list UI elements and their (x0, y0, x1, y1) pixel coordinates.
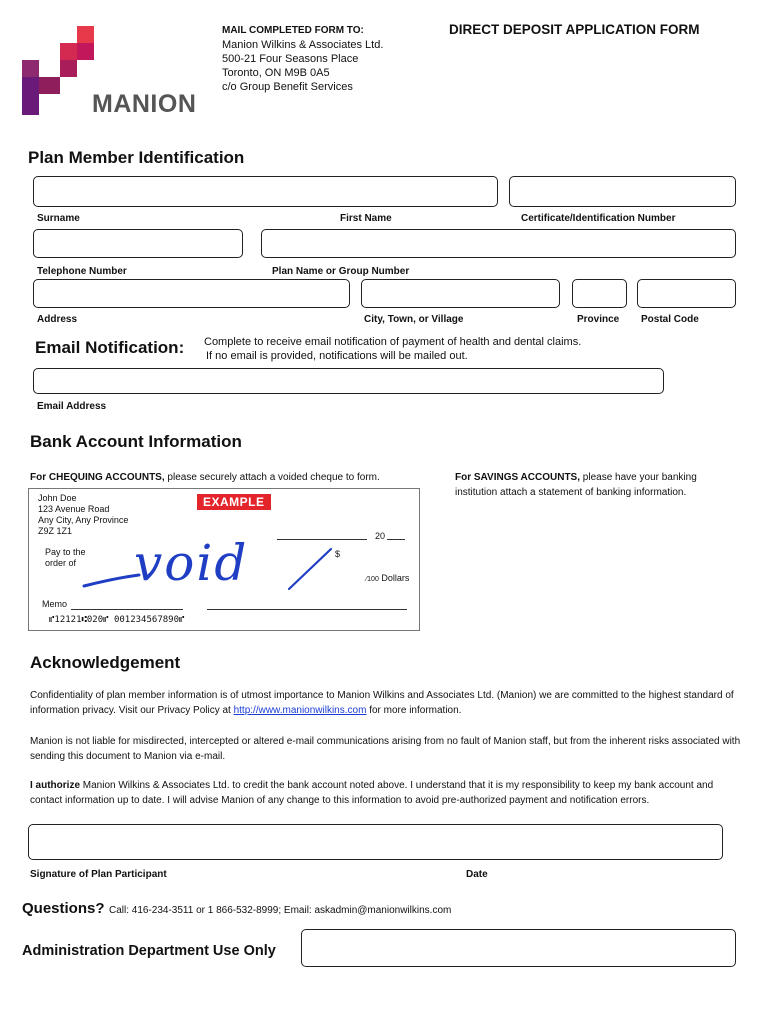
province-field[interactable] (572, 279, 627, 308)
surname-label: Surname (37, 213, 80, 224)
logo-square-2 (60, 43, 77, 60)
dollars-word: Dollars (381, 573, 410, 583)
void-stroke-left (84, 575, 139, 586)
savings-bold: For SAVINGS ACCOUNTS, (455, 472, 581, 483)
ack-paragraph-privacy (30, 688, 745, 718)
postal-code-field[interactable] (637, 279, 736, 308)
ack-heading: Acknowledgement (30, 653, 181, 672)
province-label: Province (577, 314, 620, 325)
sample-cheque (28, 488, 420, 631)
void-stroke-right (289, 549, 331, 589)
city-field[interactable] (361, 279, 560, 308)
pay-to-line-1: Pay to the (45, 547, 86, 557)
form-title: DIRECT DEPOSIT APPLICATION FORM (449, 22, 700, 37)
privacy-link[interactable]: http://www.manionwilkins.com (233, 705, 367, 716)
authorize-bold: I authorize (30, 780, 81, 791)
plan-name-label: Plan Name or Group Number (272, 266, 410, 277)
logo-square-1 (77, 26, 94, 43)
savings-text: please have your banking institution attach a statement of banking information. (455, 472, 697, 498)
email-address-field[interactable] (33, 368, 664, 394)
chequing-bold: For CHEQUING ACCOUNTS, (30, 472, 165, 483)
logo-square-6 (39, 77, 60, 94)
chequing-text: please securely attach a voided cheque to form. (164, 472, 380, 483)
logo-square-3 (77, 43, 94, 60)
fraction: ⁄100 (366, 576, 379, 583)
signature-label: Signature of Plan Participant (30, 869, 167, 880)
logo-square-7 (22, 77, 39, 115)
mail-to-block (222, 24, 442, 94)
certificate-field[interactable] (509, 176, 736, 207)
mail-line: c/o Group Benefit Services (222, 81, 353, 93)
questions-label: Questions? (22, 900, 105, 917)
cheque-payer-street: 123 Avenue Road (38, 504, 110, 514)
ack-p1-text: Confidentiality of plan member information is of utmost importance to Manion Wilkins and Associates Ltd. (Manion) we are committed to the highest standard of information privacy. Visit our Privacy Policy at (30, 690, 734, 716)
telephone-field[interactable] (33, 229, 243, 258)
plan-member-heading: Plan Member Identification (28, 148, 245, 167)
mail-heading: MAIL COMPLETED FORM TO: (222, 25, 364, 36)
telephone-label: Telephone Number (37, 266, 127, 277)
signature-line (207, 609, 407, 610)
email-heading: Email Notification: (35, 338, 185, 357)
cheque-payer-city: Any City, Any Province (38, 515, 129, 525)
address-field[interactable] (33, 279, 350, 308)
void-strokes (29, 489, 421, 632)
bank-heading: Bank Account Information (30, 432, 242, 451)
cheque-payer-postal: Z9Z 1Z1 (38, 526, 73, 536)
ack-p1-after: for more information. (366, 705, 462, 716)
address-label: Address (37, 314, 78, 325)
date-label: Date (466, 869, 488, 880)
memo-line (71, 609, 183, 610)
mail-line: Manion Wilkins & Associates Ltd. (222, 39, 384, 51)
email-note-line-2: If no email is provided, notifications will be mailed out. (206, 350, 468, 362)
first-name-label: First Name (340, 213, 392, 224)
plan-name-field[interactable] (261, 229, 736, 258)
authorize-text: Manion Wilkins & Associates Ltd. to credit the bank account noted above. I understand that it is my responsibility to keep my bank account and contact information up to date. I will advise Manion of any change to this information to avoid pre-authorized payment and notification errors. (30, 780, 714, 806)
logo-wordmark: MANION (92, 90, 197, 118)
logo-square-5 (22, 60, 39, 77)
example-badge: EXAMPLE (197, 494, 271, 510)
dollar-sign: $ (335, 549, 341, 559)
manion-logo (22, 26, 202, 118)
certificate-label: Certificate/Identification Number (521, 213, 676, 224)
admin-label: Administration Department Use Only (22, 943, 276, 959)
mail-line: 500-21 Four Seasons Place (222, 53, 359, 65)
savings-instruction (455, 470, 725, 500)
questions-line (22, 900, 451, 918)
cheque-payer-name: John Doe (38, 493, 77, 503)
admin-use-field[interactable] (301, 929, 736, 967)
mail-line: Toronto, ON M9B 0A5 (222, 67, 330, 79)
void-handwriting: void (134, 534, 249, 592)
ack-paragraph-liability: Manion is not liable for misdirected, intercepted or altered e-mail communications arising from no fault of Manion staff, but from the inherent risks associated with sending this document to Manion via e-mail. (30, 736, 741, 762)
name-field[interactable] (33, 176, 498, 207)
signature-field[interactable] (28, 824, 723, 860)
ack-paragraph-authorize (30, 778, 745, 808)
city-label: City, Town, or Village (364, 314, 464, 325)
email-note (204, 335, 581, 363)
cheque-year: 20 (375, 531, 386, 541)
email-note-line-1: Complete to receive email notification of payment of health and dental claims. (204, 336, 582, 348)
questions-contact: Call: 416-234-3511 or 1 866-532-8999; Email: askadmin@manionwilkins.com (108, 905, 452, 916)
chequing-instruction (30, 470, 380, 485)
pay-to-line-2: order of (45, 558, 77, 568)
email-address-label: Email Address (37, 401, 107, 412)
memo-label: Memo (42, 599, 68, 609)
postal-code-label: Postal Code (641, 314, 699, 325)
logo-square-4 (60, 60, 77, 77)
micr-line: ⑈12121⑆020⑈ 001234567890⑈ (49, 615, 185, 625)
